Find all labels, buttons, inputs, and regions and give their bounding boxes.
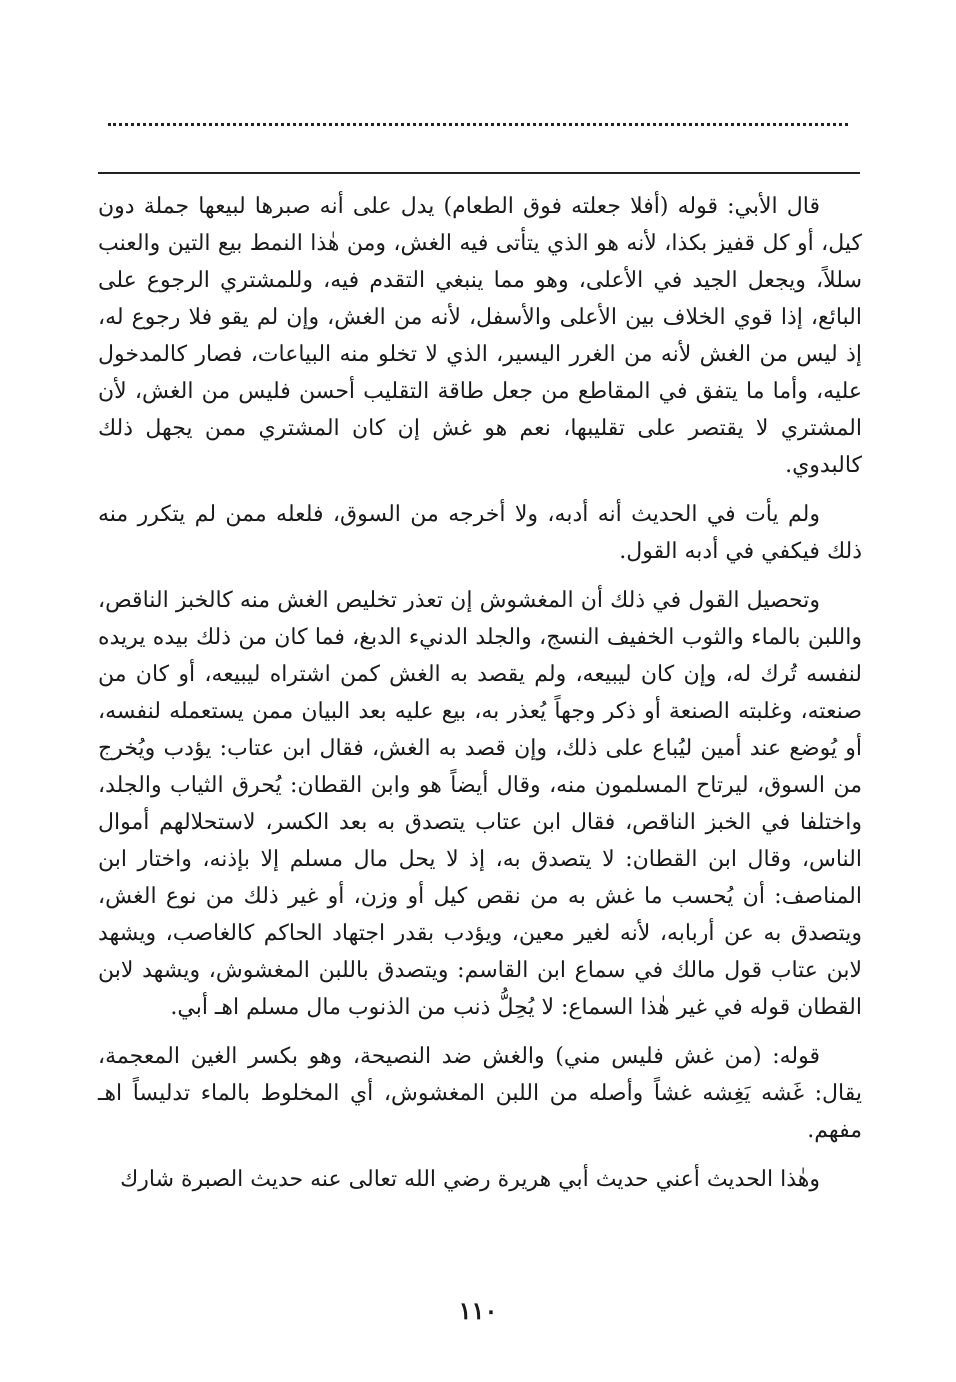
- header-rule: [98, 172, 860, 174]
- page-body: [98, 188, 862, 1198]
- paragraph-3: وتحصيل القول في ذلك أن المغشوش إن تعذر تخليص الغش منه كالخبز الناقص، واللبن بالماء والثوب الخفيف النسج، والجلد الدنيء الدبغ، فما كان من ذلك بيده يريده لنفسه تُرك له، وإن كان ليبيعه، ولم يقصد به الغش كمن اشتراه ليبيعه، أو كان من صنعته، وغلبته الصنعة أو ذكر وجهاً يُعذر به، بيع عليه بعد البيان ممن يستعمله لنفسه، أو يُوضع عند أمين ليُباع على ذلك، وإن قصد به الغش، فقال ابن عتاب: يؤدب ويُخرج من السوق، ليرتاح المسلمون منه، وقال أيضاً هو وابن القطان: يُحرق الثياب والجلد، واختلفا في الخبز الناقص، فقال ابن عتاب يتصدق به بعد الكسر، لاستحلالهم أموال الناس، وقال ابن القطان: لا يتصدق به، إذ لا يحل مال مسلم إلا بإذنه، واختار ابن المناصف: أن يُحسب ما غش به من نقص كيل أو وزن، أو غير ذلك من نوع الغش، ويتصدق به عن أربابه، لأنه لغير معين، ويؤدب بقدر اجتهاد الحاكم كالغاصب، ويشهد لابن عتاب قول مالك في سماع ابن القاسم: ويتصدق باللبن المغشوش، ويشهد لابن القطان قوله في غير هٰذا السماع: لا يُحِلُّ ذنب من الذنوب مال مسلم اهـ أبي.: [98, 588, 862, 1020]
- paragraph-5: وهٰذا الحديث أعني حديث أبي هريرة رضي الله تعالى عنه حديث الصبرة شارك: [120, 1167, 820, 1192]
- paragraph-1: قال الأبي: قوله (أفلا جعلته فوق الطعام) يدل على أنه صبرها لبيعها جملة دون كيل، أو كل قفيز بكذا، لأنه هو الذي يتأتى فيه الغش، ومن هٰذا النمط بيع التين والعنب سللاً، ويجعل الجيد في الأعلى، وهو مما ينبغي التقدم فيه، وللمشتري الرجوع على البائع، إذا قوي الخلاف بين الأعلى والأسفل، لأنه من الغش، وإن لم يقو فلا رجوع له، إذ ليس من الغش لأنه من الغرر اليسير، الذي لا تخلو منه البياعات، فصار كالمدخول عليه، وأما ما يتفق في المقاطع من جعل طاقة التقليب أحسن فليس من الغش، لأن المشتري لا يقتصر على تقليبها، نعم هو غش إن كان المشتري ممن يجهل ذلك كالبدوي.: [98, 194, 863, 478]
- dotted-separator: [108, 123, 848, 126]
- paragraph-4: قوله: (من غش فليس مني) والغش ضد النصيحة، وهو بكسر الغين المعجمة، يقال: غَشه يَغِشه غشاً وأصله من اللبن المغشوش، أي المخلوط بالماء تدليساً اهـ مفهم.: [98, 1044, 862, 1143]
- page-number: ١١٠: [458, 1296, 498, 1325]
- paragraph-2: ولم يأت في الحديث أنه أدبه، ولا أخرجه من السوق، فلعله ممن لم يتكرر منه ذلك فيكفي في أدبه القول.: [98, 502, 862, 564]
